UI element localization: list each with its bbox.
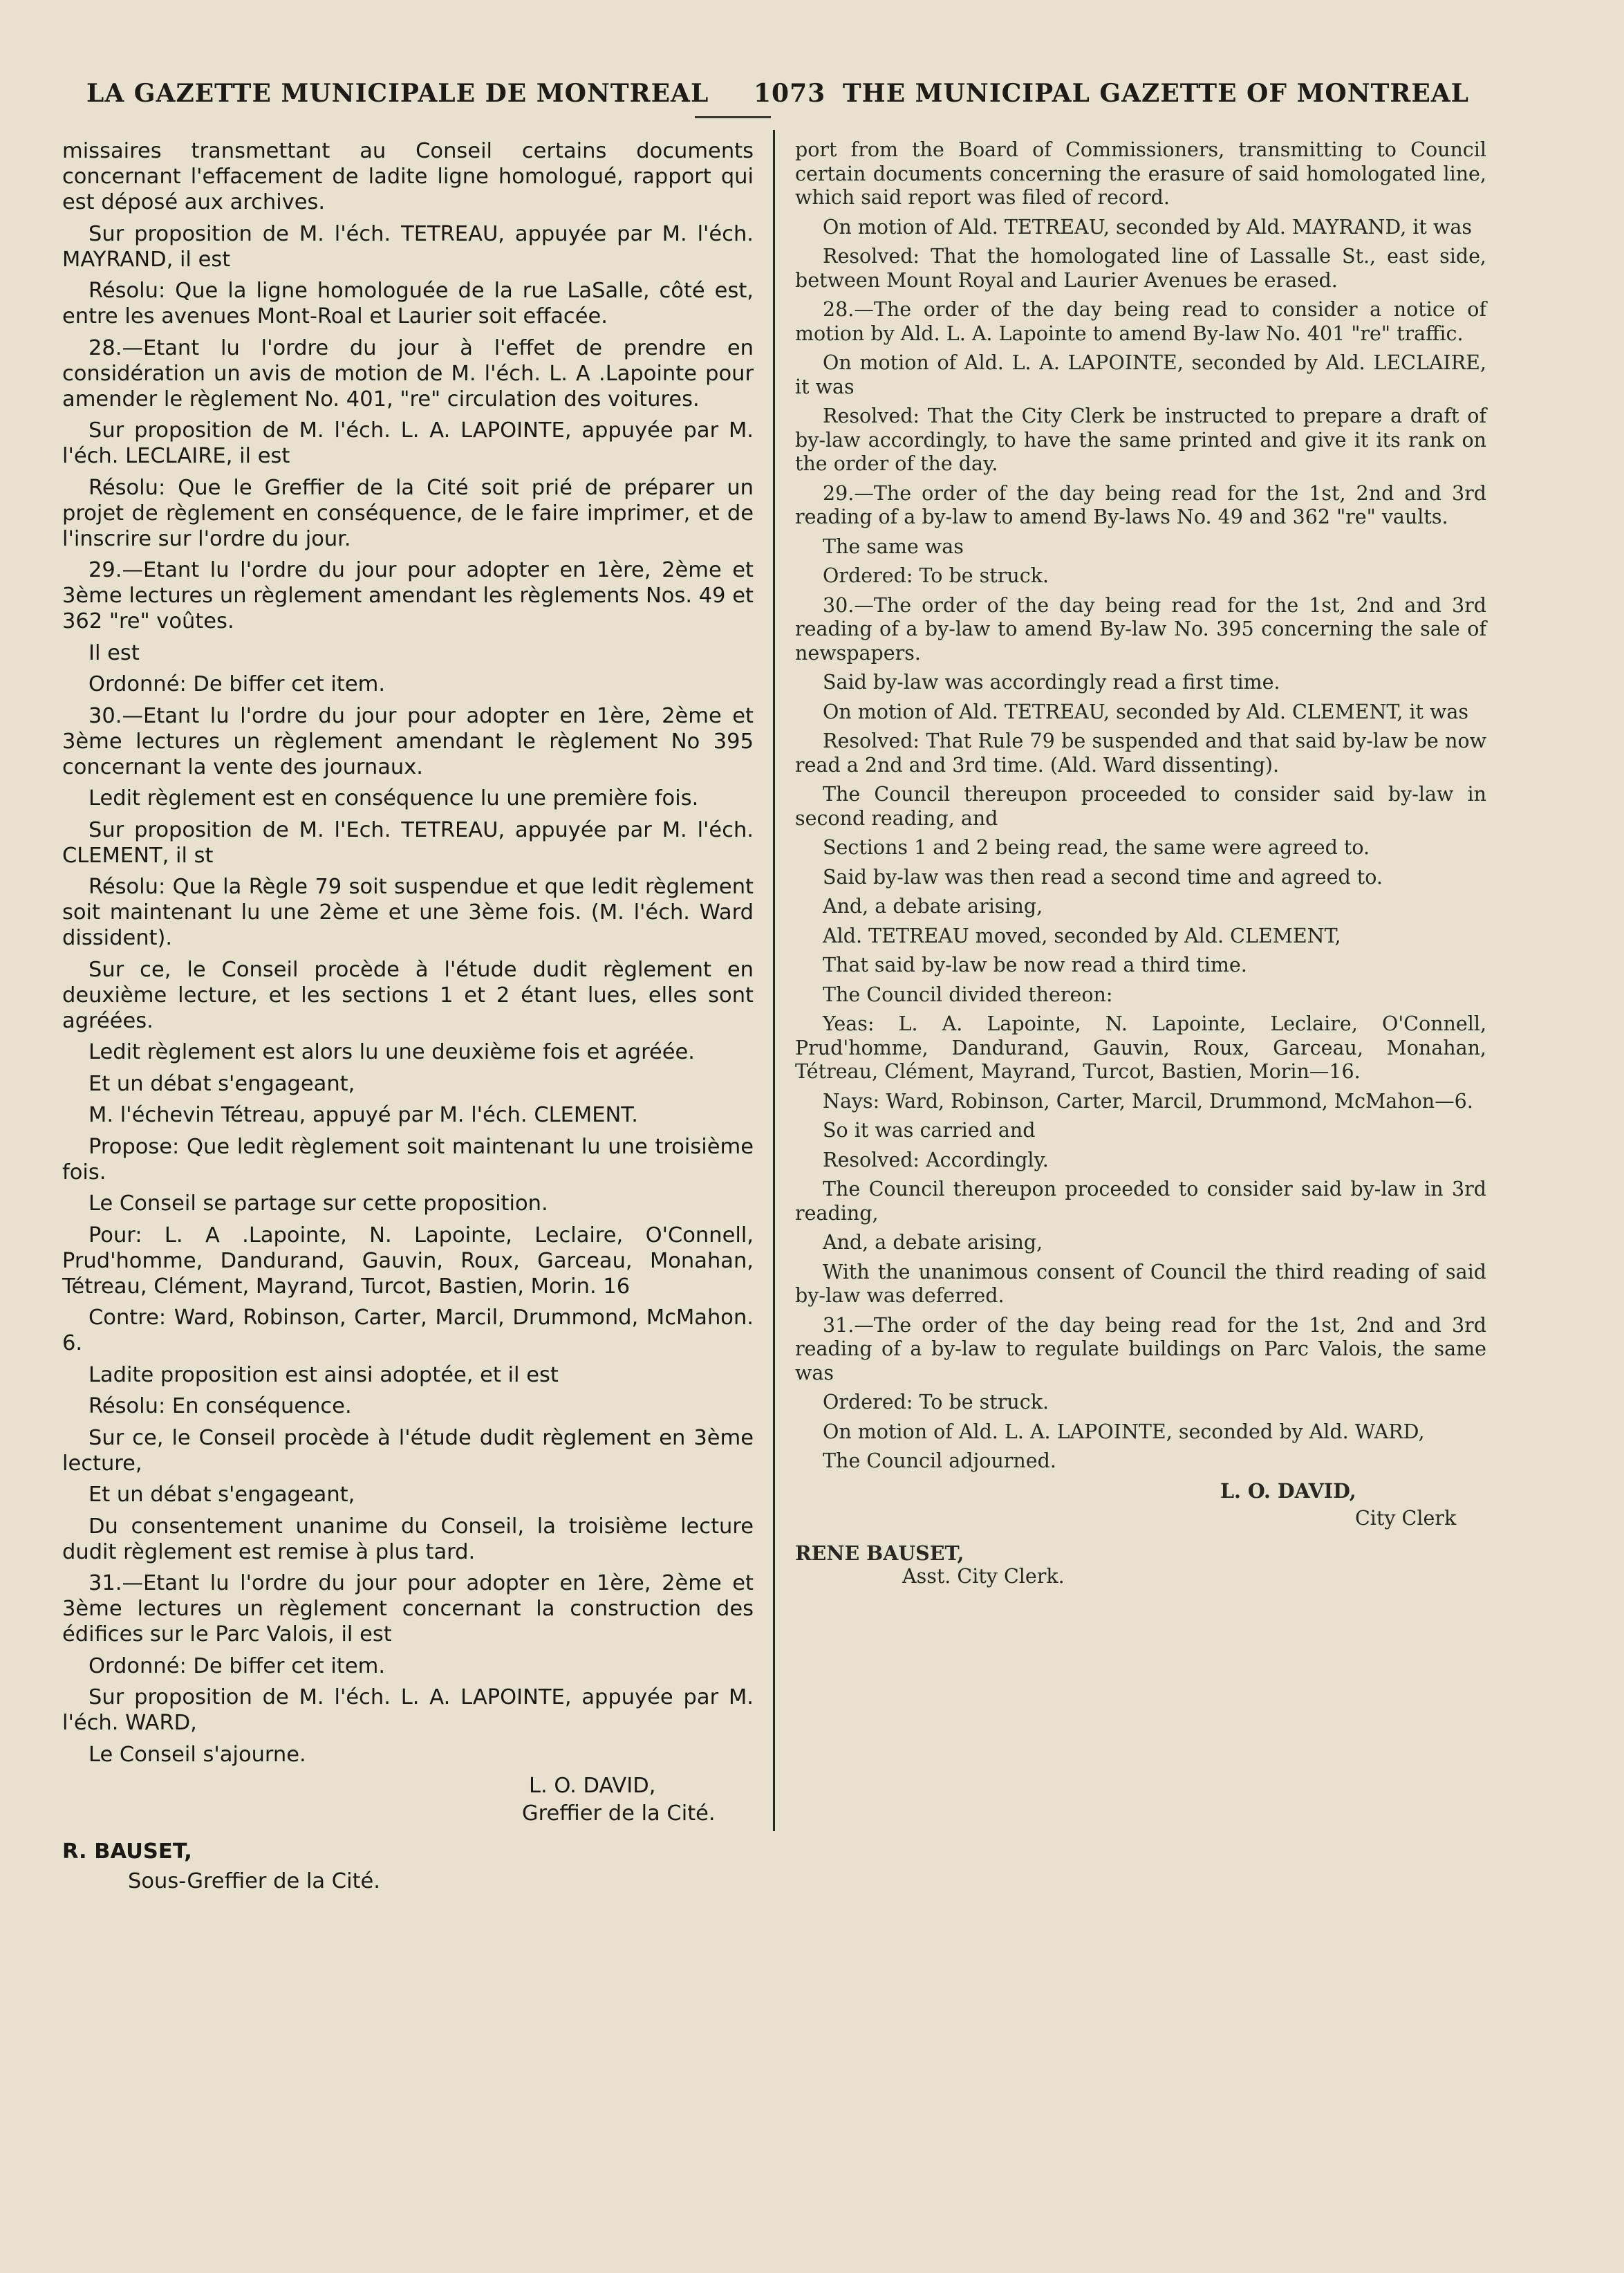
fr-paragraph: Ledit règlement est en conséquence lu une première fois. bbox=[88, 786, 699, 810]
page-header bbox=[86, 69, 1469, 118]
fr-signature-block bbox=[62, 1773, 754, 1918]
fr-paragraph: missaires transmettant au Conseil certains documents concernant l'effacement de ladite ligne homologué, rapport qui est déposé aux archives. bbox=[62, 139, 754, 214]
en-paragraph: On motion of Ald. L. A. LAPOINTE, seconded by Ald. WARD, bbox=[823, 1420, 1425, 1443]
header-french-title: LA GAZETTE MUNICIPALE DE MONTREAL bbox=[86, 79, 709, 108]
en-paragraph: Resolved: That the homologated line of Lassalle St., east side, between Mount Royal and Laurier Avenues be erased. bbox=[795, 245, 1486, 292]
en-paragraph: The Council divided thereon: bbox=[823, 983, 1113, 1006]
en-paragraph: And, a debate arising, bbox=[823, 895, 1043, 918]
header-english-title: THE MUNICIPAL GAZETTE OF MONTREAL bbox=[842, 79, 1469, 108]
fr-paragraph: Sur proposition de M. l'éch. L. A. LAPOINTE, appuyée par M. l'éch. WARD, bbox=[62, 1685, 754, 1735]
en-paragraph: Resolved: Accordingly. bbox=[823, 1148, 1049, 1171]
en-paragraph: Sections 1 and 2 being read, the same were agreed to. bbox=[823, 836, 1370, 859]
fr-paragraph: M. l'échevin Tétreau, appuyé par M. l'éch. CLEMENT. bbox=[88, 1103, 638, 1127]
fr-paragraph: Le Conseil se partage sur cette proposition. bbox=[88, 1191, 548, 1216]
fr-paragraph: 31.—Etant lu l'ordre du jour pour adopter en 1ère, 2ème et 3ème lectures un règlement concernant la construction des édifices sur le Parc Valois, il est bbox=[62, 1571, 754, 1646]
en-assistant-title: Asst. City Clerk. bbox=[902, 1564, 1065, 1588]
en-paragraph: On motion of Ald. TETREAU, seconded by Ald. CLEMENT, it was bbox=[823, 700, 1469, 723]
en-paragraph: The Council adjourned. bbox=[823, 1449, 1056, 1472]
fr-paragraph: Du consentement unanime du Conseil, la troisième lecture dudit règlement est remise à plus tard. bbox=[62, 1514, 754, 1564]
fr-paragraph: Propose: Que ledit règlement soit maintenant lu une troisième fois. bbox=[62, 1134, 754, 1185]
fr-paragraph: Résolu: Que la Règle 79 soit suspendue et que ledit règlement soit maintenant lu une 2ème et une 3ème fois. (M. l'éch. Ward dissident). bbox=[62, 875, 754, 950]
fr-paragraph: Et un débat s'engageant, bbox=[88, 1483, 355, 1507]
en-signature-block bbox=[795, 1478, 1486, 1588]
french-column bbox=[62, 138, 754, 1918]
fr-clerk-title: Greffier de la Cité. bbox=[522, 1801, 716, 1826]
fr-paragraph: Sur proposition de M. l'Ech. TETREAU, appuyée par M. l'éch. CLEMENT, il st bbox=[62, 817, 754, 868]
fr-paragraph: Résolu: Que la ligne homologuée de la rue LaSalle, côté est, entre les avenues Mont-Roal et Laurier soit effacée. bbox=[62, 279, 754, 328]
en-paragraph: So it was carried and bbox=[823, 1119, 1036, 1142]
fr-paragraph: 30.—Etant lu l'ordre du jour pour adopter en 1ère, 2ème et 3ème lectures un règlement amendant le règlement No 395 concernant la vente des journaux. bbox=[62, 703, 754, 779]
en-paragraph: With the unanimous consent of Council the third reading of said by-law was deferred. bbox=[795, 1260, 1486, 1307]
fr-paragraph: 29.—Etant lu l'ordre du jour pour adopter en 1ère, 2ème et 3ème lectures un règlement amendant les règlements Nos. 49 et 362 "re" voûtes. bbox=[62, 558, 754, 633]
fr-paragraph: Il est bbox=[88, 640, 140, 665]
en-paragraph: Said by-law was then read a second time and agreed to. bbox=[823, 865, 1383, 889]
en-paragraph: 29.—The order of the day being read for the 1st, 2nd and 3rd reading of a by-law to amend By-laws No. 49 and 362 "re" vaults. bbox=[795, 481, 1486, 528]
page-number: 1073 bbox=[754, 79, 826, 108]
en-paragraph: Yeas: L. A. Lapointe, N. Lapointe, Leclaire, O'Connell, Prud'homme, Dandurand, Gauvin, Roux, Garceau, Monahan, Tétreau, Clément, Mayrand, Turcot, Bastien, Morin—16. bbox=[795, 1012, 1486, 1083]
fr-paragraph: Sur ce, le Conseil procède à l'étude dudit règlement en 3ème lecture, bbox=[62, 1425, 754, 1476]
en-paragraph: The Council thereupon proceeded to consider said by-law in 3rd reading, bbox=[795, 1178, 1486, 1225]
en-paragraph: port from the Board of Commissioners, transmitting to Council certain documents concerning the erasure of said homologated line, which said report was filed of record. bbox=[795, 138, 1486, 209]
en-clerk-name: L. O. DAVID, bbox=[1220, 1478, 1356, 1503]
fr-paragraph: Contre: Ward, Robinson, Carter, Marcil, Drummond, McMahon. 6. bbox=[62, 1306, 754, 1355]
fr-paragraph: Et un débat s'engageant, bbox=[88, 1071, 355, 1096]
en-paragraph: Ordered: To be struck. bbox=[823, 564, 1049, 587]
en-paragraph: Ald. TETREAU moved, seconded by Ald. CLEMENT, bbox=[823, 924, 1341, 947]
column-divider bbox=[773, 130, 775, 1831]
en-paragraph: Nays: Ward, Robinson, Carter, Marcil, Drummond, McMahon—6. bbox=[823, 1089, 1473, 1113]
fr-paragraph: Sur proposition de M. l'éch. TETREAU, appuyée par M. l'éch. MAYRAND, il est bbox=[62, 221, 754, 272]
en-paragraph: Resolved: That Rule 79 be suspended and that said by-law be now read a 2nd and 3rd time. (Ald. Ward dissenting). bbox=[795, 730, 1486, 777]
fr-paragraph: Pour: L. A .Lapointe, N. Lapointe, Leclaire, O'Connell, Prud'homme, Dandurand, Gauvin, Roux, Garceau, Monahan, Tétreau, Clément, Mayrand, Turcot, Bastien, Morin. 16 bbox=[62, 1223, 754, 1299]
en-paragraph: And, a debate arising, bbox=[823, 1231, 1043, 1254]
fr-paragraph: Résolu: En conséquence. bbox=[88, 1394, 352, 1418]
en-paragraph: The same was bbox=[823, 535, 964, 558]
fr-paragraph: Ordonné: De biffer cet item. bbox=[88, 672, 386, 696]
fr-paragraph: Résolu: Que le Greffier de la Cité soit prié de préparer un projet de règlement en conséquence, de le faire imprimer, et de l'inscrire sur l'ordre du jour. bbox=[62, 475, 754, 551]
fr-paragraph: Sur ce, le Conseil procède à l'étude dudit règlement en deuxième lecture, et les sections 1 et 2 étant lues, elles sont agréées. bbox=[62, 957, 754, 1033]
fr-paragraph: Ledit règlement est alors lu une deuxième fois et agréée. bbox=[88, 1040, 695, 1064]
en-paragraph: The Council thereupon proceeded to consider said by-law in second reading, and bbox=[795, 783, 1486, 830]
fr-paragraph: 28.—Etant lu l'ordre du jour à l'effet de prendre en considération un avis de motion de M. l'éch. L. A .Lapointe pour amender le règlement No. 401, "re" circulation des voitures. bbox=[62, 335, 754, 411]
fr-paragraph: Ordonné: De biffer cet item. bbox=[88, 1653, 386, 1678]
fr-paragraph: Sur proposition de M. l'éch. L. A. LAPOINTE, appuyée par M. l'éch. LECLAIRE, il est bbox=[62, 418, 754, 468]
en-paragraph: That said by-law be now read a third time. bbox=[823, 954, 1247, 976]
fr-clerk-name: L. O. DAVID, bbox=[529, 1774, 656, 1798]
en-paragraph: Resolved: That the City Clerk be instructed to prepare a draft of by-law accordingly, to have the same printed and give it its rank on the order of the day. bbox=[795, 405, 1486, 475]
fr-assistant-title: Sous-Greffier de la Cité. bbox=[128, 1869, 380, 1893]
en-assistant-name: RENE BAUSET, bbox=[795, 1541, 964, 1565]
en-paragraph: 31.—The order of the day being read for the 1st, 2nd and 3rd reading of a by-law to regulate buildings on Parc Valois, the same was bbox=[795, 1313, 1486, 1384]
en-paragraph: On motion of Ald. TETREAU, seconded by Ald. MAYRAND, it was bbox=[823, 215, 1472, 239]
en-clerk-title: City Clerk bbox=[1355, 1506, 1457, 1530]
english-column bbox=[795, 138, 1486, 1588]
en-paragraph: 30.—The order of the day being read for the 1st, 2nd and 3rd reading of a by-law to amend By-law No. 395 concerning the sale of newspapers. bbox=[795, 593, 1486, 665]
en-paragraph: 28.—The order of the day being read to consider a notice of motion by Ald. L. A. Lapointe to amend By-law No. 401 "re" traffic. bbox=[795, 298, 1486, 345]
fr-paragraph: Le Conseil s'ajourne. bbox=[88, 1742, 306, 1767]
fr-assistant-name: R. BAUSET, bbox=[62, 1839, 192, 1864]
en-paragraph: Ordered: To be struck. bbox=[823, 1391, 1049, 1413]
en-paragraph: Said by-law was accordingly read a first time. bbox=[823, 671, 1280, 694]
en-paragraph: On motion of Ald. L. A. LAPOINTE, seconded by Ald. LECLAIRE, it was bbox=[795, 351, 1486, 398]
fr-paragraph: Ladite proposition est ainsi adoptée, et il est bbox=[88, 1362, 559, 1387]
header-rule bbox=[695, 116, 771, 118]
